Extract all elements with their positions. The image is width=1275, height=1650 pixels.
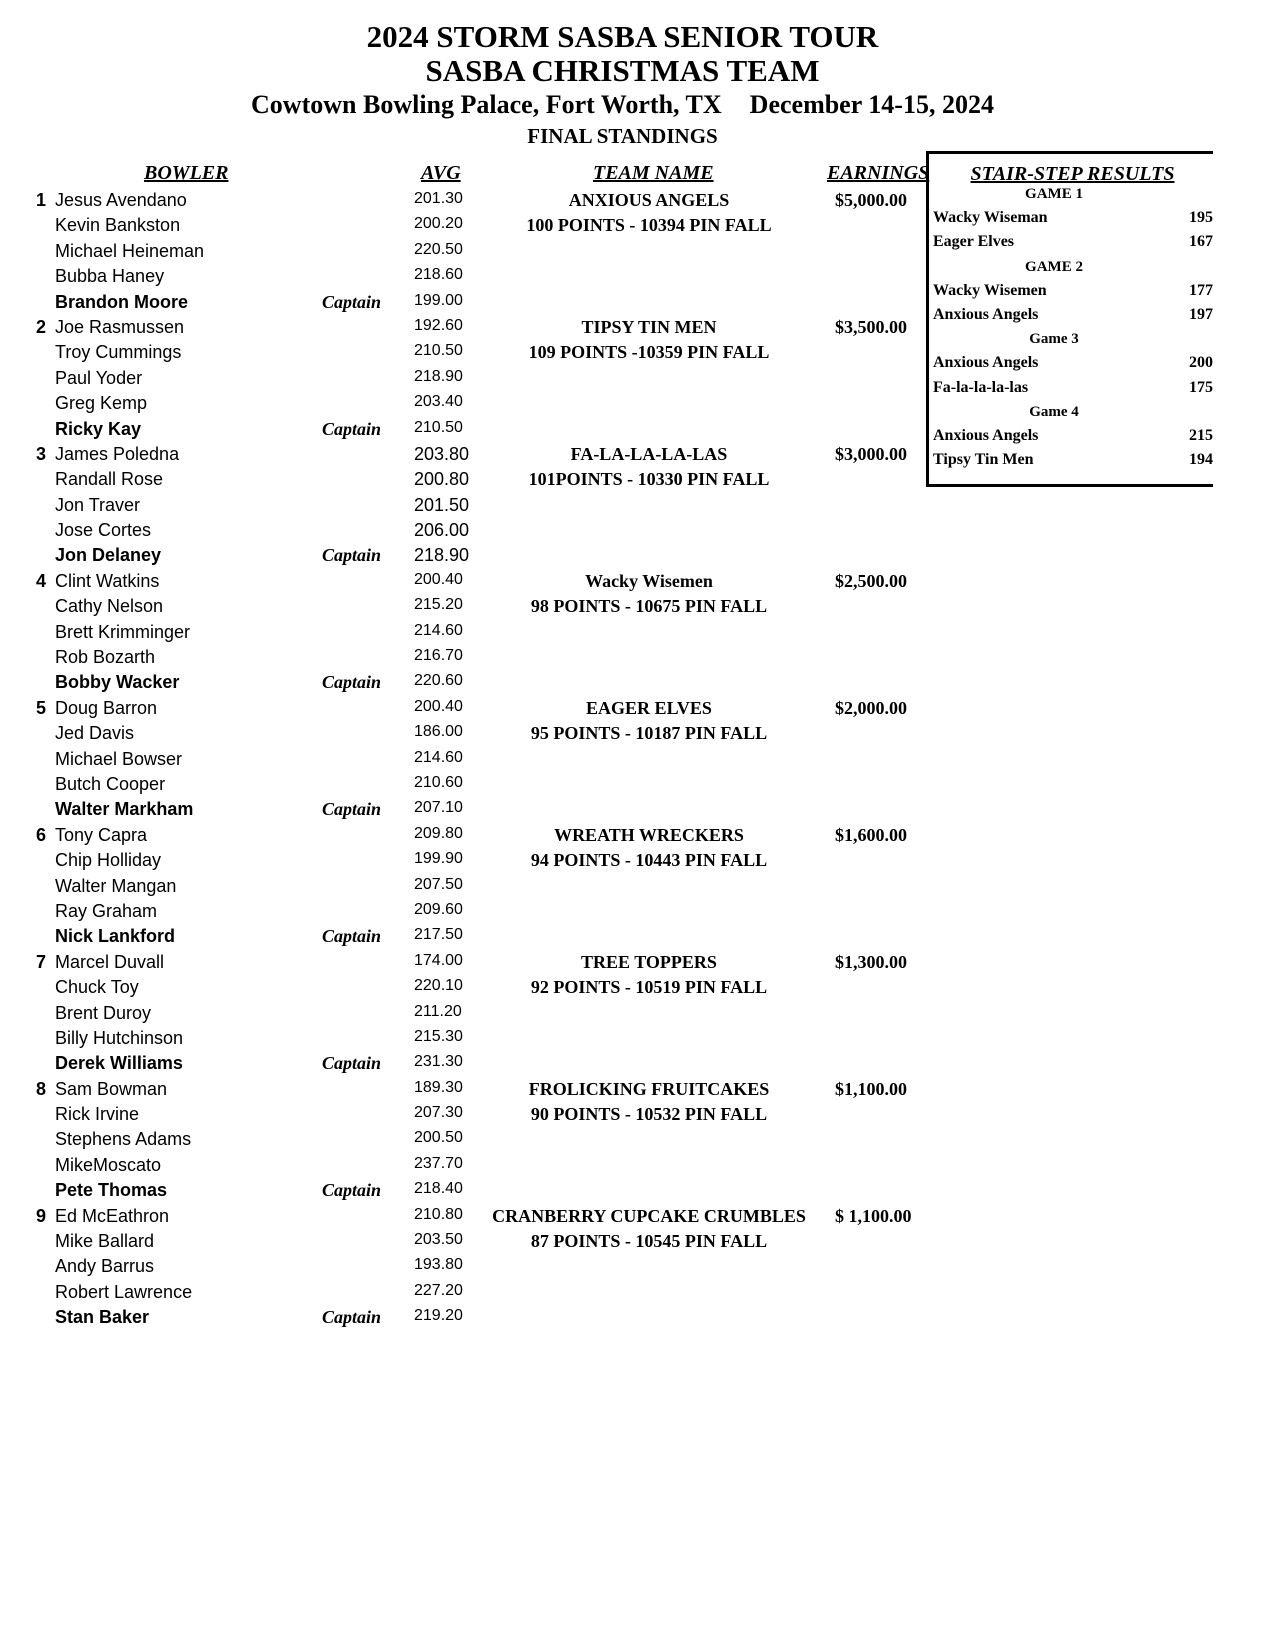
bowler-average: 207.30 [414,1104,463,1122]
team-points: 101POINTS - 10330 PIN FALL [528,469,770,490]
bowler-average: 217.50 [414,926,463,944]
bowler-row [0,264,930,289]
captain-row [0,417,930,442]
bowler-average: 214.60 [414,748,463,766]
bowler-name: Sam Bowman [55,1078,168,1099]
team-name: TIPSY TIN MEN [581,316,717,337]
bowler-name: Jesus Avendano [55,190,187,210]
team-points: 100 POINTS - 10394 PIN FALL [526,215,772,236]
bowler-name: Randall Rose [55,469,164,490]
bowler-row [0,721,930,746]
bowler-average: 215.30 [414,1027,463,1045]
bowler-name: Stephens Adams [55,1129,192,1150]
bowler-average: 210.60 [414,773,463,791]
bowler-average: 189.30 [414,1078,463,1096]
bowler-name: Greg Kemp [55,393,148,414]
game-label: GAME 2 [1025,258,1083,275]
team-points: 98 POINTS - 10675 PIN FALL [530,596,768,617]
bowler-name: Rick Irvine [55,1104,140,1125]
team-rank: 8 [36,1078,47,1099]
stair-step-result [929,279,1213,304]
bowler-name: Chip Holliday [55,850,162,871]
captain-row [0,290,930,315]
captain-row [0,543,930,568]
bowler-average: 174.00 [414,951,463,969]
bowler-row [0,1127,930,1152]
captain-label: Captain [322,799,382,820]
bowler-average: 207.50 [414,875,463,893]
stair-step-result [929,376,1213,401]
bowler-name: Marcel Duvall [55,951,165,972]
team-name: TREE TOPPERS [581,951,717,972]
bowler-average: 206.00 [414,520,470,541]
bowler-row [0,1254,930,1279]
column-header-earnings: EARNINGS [827,162,930,184]
team-earnings: $3,500.00 [835,316,907,337]
bowler-row [0,391,930,416]
standings-subtitle: FINAL STANDINGS [527,124,718,148]
bowler-row [0,493,930,518]
result-team: Wacky Wiseman [933,209,1048,227]
bowler-name: James Poledna [55,443,180,464]
bowler-name: Robert Lawrence [55,1281,193,1302]
team-points: 90 POINTS - 10532 PIN FALL [530,1104,768,1125]
bowler-average: 186.00 [414,723,463,741]
bowler-row [0,620,930,645]
bowler-name: Doug Barron [55,697,158,718]
team-rank: 5 [36,697,47,718]
bowler-name: Ricky Kay [55,418,142,439]
bowler-average: 218.90 [414,367,463,385]
bowler-name: Mike Ballard [55,1231,155,1252]
bowler-row [0,1229,930,1254]
team-earnings: $2,000.00 [835,697,907,718]
captain-label: Captain [322,1053,382,1074]
bowler-row [0,950,930,975]
bowler-name: Joe Rasmussen [55,316,185,337]
game-heading [929,400,1213,425]
bowler-average: 209.80 [414,824,463,842]
bowler-average: 203.40 [414,393,463,411]
bowler-name: Kevin Bankston [55,215,181,236]
game-label: Game 3 [1029,331,1079,348]
bowler-name: Clint Watkins [55,570,160,591]
bowler-row [0,645,930,670]
bowler-average: 209.60 [414,900,463,918]
bowler-name: Paul Yoder [55,367,143,388]
bowler-row [0,874,930,899]
captain-label: Captain [322,291,382,312]
bowler-average: 201.30 [414,190,463,207]
bowler-row [0,188,930,213]
bowler-row [0,848,930,873]
team-name: WREATH WRECKERS [554,824,744,845]
bowler-row [0,1102,930,1127]
captain-row [0,1051,930,1076]
bowler-row [0,696,930,721]
bowler-name: Butch Cooper [55,773,166,794]
result-team: Eager Elves [933,233,1015,251]
bowler-row [0,1280,930,1305]
bowler-name: Cathy Nelson [55,596,164,617]
bowler-row [0,594,930,619]
captain-label: Captain [322,1180,382,1201]
bowler-row [0,1077,930,1102]
bowler-name: Brett Krimminger [55,621,191,642]
bowler-average: 216.70 [414,647,463,665]
bowler-average: 210.50 [414,418,463,436]
bowler-average: 193.80 [414,1256,463,1274]
team-name: Wacky Wisemen [585,570,713,591]
bowler-average: 219.20 [414,1307,463,1325]
result-team: Fa-la-la-la-las [933,378,1029,396]
result-score: 175 [1189,378,1213,396]
bowler-average: 211.20 [414,1002,462,1020]
bowler-row [0,772,930,797]
game-heading [929,255,1213,280]
stair-step-results-box [926,151,1213,487]
bowler-name: Jose Cortes [55,520,152,541]
bowler-name: Ray Graham [55,900,158,921]
bowler-average: 210.80 [414,1205,463,1223]
team-earnings: $1,100.00 [835,1078,907,1099]
team-name: FROLICKING FRUITCAKES [528,1078,770,1099]
team-name: FA-LA-LA-LA-LAS [570,443,728,464]
team-earnings: $5,000.00 [835,190,907,210]
bowler-average: 237.70 [414,1154,463,1172]
captain-row [0,1178,930,1203]
bowler-name: Brandon Moore [55,291,188,312]
result-team: Wacky Wisemen [933,281,1047,299]
bowler-row [0,213,930,238]
bowler-average: 200.50 [414,1129,463,1147]
bowler-name: Michael Bowser [55,748,183,769]
captain-label: Captain [322,1307,382,1328]
team-points: 92 POINTS - 10519 PIN FALL [530,977,768,998]
team-earnings: $1,600.00 [835,824,907,845]
bowler-name: Michael Heineman [55,240,205,261]
bowler-average: 203.50 [414,1231,463,1249]
venue: Cowtown Bowling Palace, Fort Worth, TX [251,90,722,119]
captain-label: Captain [322,545,382,566]
result-score: 215 [1189,427,1213,444]
bowler-name: Jon Traver [55,494,141,515]
event-dates: December 14-15, 2024 [749,90,994,119]
bowler-name: Billy Hutchinson [55,1027,184,1048]
bowler-average: 200.20 [414,215,463,233]
bowler-average: 231.30 [414,1053,463,1071]
bowler-average: 227.20 [414,1281,463,1299]
result-score: 167 [1189,233,1213,251]
bowler-average: 215.20 [414,596,463,614]
bowler-name: Jed Davis [55,723,135,744]
standings-table [0,188,930,1331]
team-name: ANXIOUS ANGELS [568,190,730,210]
team-name: EAGER ELVES [586,697,712,718]
stair-step-result [929,206,1213,231]
bowler-name: Tony Capra [55,824,148,845]
column-header-avg: AVG [421,162,461,184]
team-points: 94 POINTS - 10443 PIN FALL [530,850,768,871]
team-rank: 7 [36,951,47,972]
team-earnings: $3,000.00 [835,443,907,464]
bowler-row [0,315,930,340]
team-points: 87 POINTS - 10545 PIN FALL [530,1231,768,1252]
bowler-row [0,569,930,594]
stair-step-result [929,351,1213,376]
venue-and-dates [0,90,1245,120]
stair-step-result [929,303,1213,328]
team-earnings: $2,500.00 [835,570,907,591]
bowler-row [0,340,930,365]
bowler-name: Bobby Wacker [55,672,180,693]
result-score: 195 [1189,209,1213,227]
stair-step-result [929,424,1213,449]
bowler-row [0,467,930,492]
bowler-name: Troy Cummings [55,342,182,363]
result-score: 197 [1189,306,1213,323]
game-label: GAME 1 [1025,186,1083,202]
captain-label: Captain [322,672,382,693]
bowler-average: 220.60 [414,672,463,690]
bowler-row [0,1204,930,1229]
team-rank: 4 [36,570,47,591]
bowler-name: Brent Duroy [55,1002,152,1023]
team-earnings: $1,300.00 [835,951,907,972]
result-team: Anxious Angels [933,354,1039,372]
bowler-average: 200.80 [414,469,470,490]
game-label: Game 4 [1029,403,1079,420]
team-rank: 2 [36,316,47,337]
bowler-average: 200.40 [414,570,463,588]
bowler-average: 199.00 [414,291,463,309]
result-score: 194 [1189,451,1213,469]
result-team: Anxious Angels [933,427,1039,444]
team-rank: 1 [36,190,47,210]
stair-step-result [929,448,1213,473]
bowler-average: 201.50 [414,494,470,515]
bowler-average: 220.50 [414,240,463,258]
bowler-row [0,442,930,467]
column-header-team-name: TEAM NAME [593,162,714,184]
team-rank: 6 [36,824,47,845]
team-rank: 9 [36,1205,47,1226]
bowler-row [0,366,930,391]
bowler-average: 218.40 [414,1180,463,1198]
bowler-average: 220.10 [414,977,463,995]
tour-title: 2024 STORM SASBA SENIOR TOUR [366,19,879,54]
captain-row [0,1305,930,1330]
bowler-name: Nick Lankford [55,926,176,947]
captain-row [0,924,930,949]
bowler-average: 210.50 [414,342,463,360]
bowler-name: Pete Thomas [55,1180,168,1201]
captain-row [0,797,930,822]
bowler-average: 207.10 [414,799,463,817]
bowler-name: Ed McEathron [55,1205,170,1226]
team-earnings: $ 1,100.00 [835,1205,912,1226]
bowler-name: Rob Bozarth [55,647,156,668]
bowler-name: Stan Baker [55,1307,150,1328]
stair-step-title: STAIR-STEP RESULTS [970,163,1175,185]
team-points: 95 POINTS - 10187 PIN FALL [530,723,768,744]
bowler-average: 203.80 [414,443,470,464]
bowler-row [0,1026,930,1051]
team-rank: 3 [36,443,47,464]
captain-row [0,670,930,695]
bowler-average: 218.90 [414,545,470,566]
bowler-row [0,823,930,848]
bowler-name: MikeMoscato [55,1154,162,1175]
team-points: 109 POINTS -10359 PIN FALL [528,342,770,363]
event-title: SASBA CHRISTMAS TEAM [425,53,820,88]
bowler-name: Andy Barrus [55,1256,155,1277]
bowler-average: 214.60 [414,621,463,639]
game-heading [929,327,1213,352]
bowler-name: Bubba Haney [55,266,165,287]
bowler-row [0,747,930,772]
bowler-name: Walter Markham [55,799,194,820]
game-heading [929,182,1213,207]
bowler-row [0,899,930,924]
result-team: Tipsy Tin Men [933,451,1034,469]
bowler-average: 192.60 [414,316,463,334]
bowler-name: Derek Williams [55,1053,183,1074]
bowler-name: Chuck Toy [55,977,139,998]
column-header-bowler: BOWLER [144,162,229,184]
bowler-row [0,239,930,264]
stair-step-result [929,230,1213,255]
bowler-row [0,975,930,1000]
bowler-name: Walter Mangan [55,875,177,896]
bowler-average: 218.60 [414,266,463,284]
result-score: 200 [1189,354,1213,372]
result-team: Anxious Angels [933,306,1039,323]
bowler-average: 200.40 [414,697,463,715]
bowler-row [0,1153,930,1178]
team-name: CRANBERRY CUPCAKE CRUMBLES [492,1205,806,1226]
captain-label: Captain [322,418,382,439]
result-score: 177 [1189,281,1213,299]
bowler-average: 199.90 [414,850,463,868]
bowler-row [0,518,930,543]
bowler-name: Jon Delaney [55,545,162,566]
captain-label: Captain [322,926,382,947]
bowler-row [0,1001,930,1026]
